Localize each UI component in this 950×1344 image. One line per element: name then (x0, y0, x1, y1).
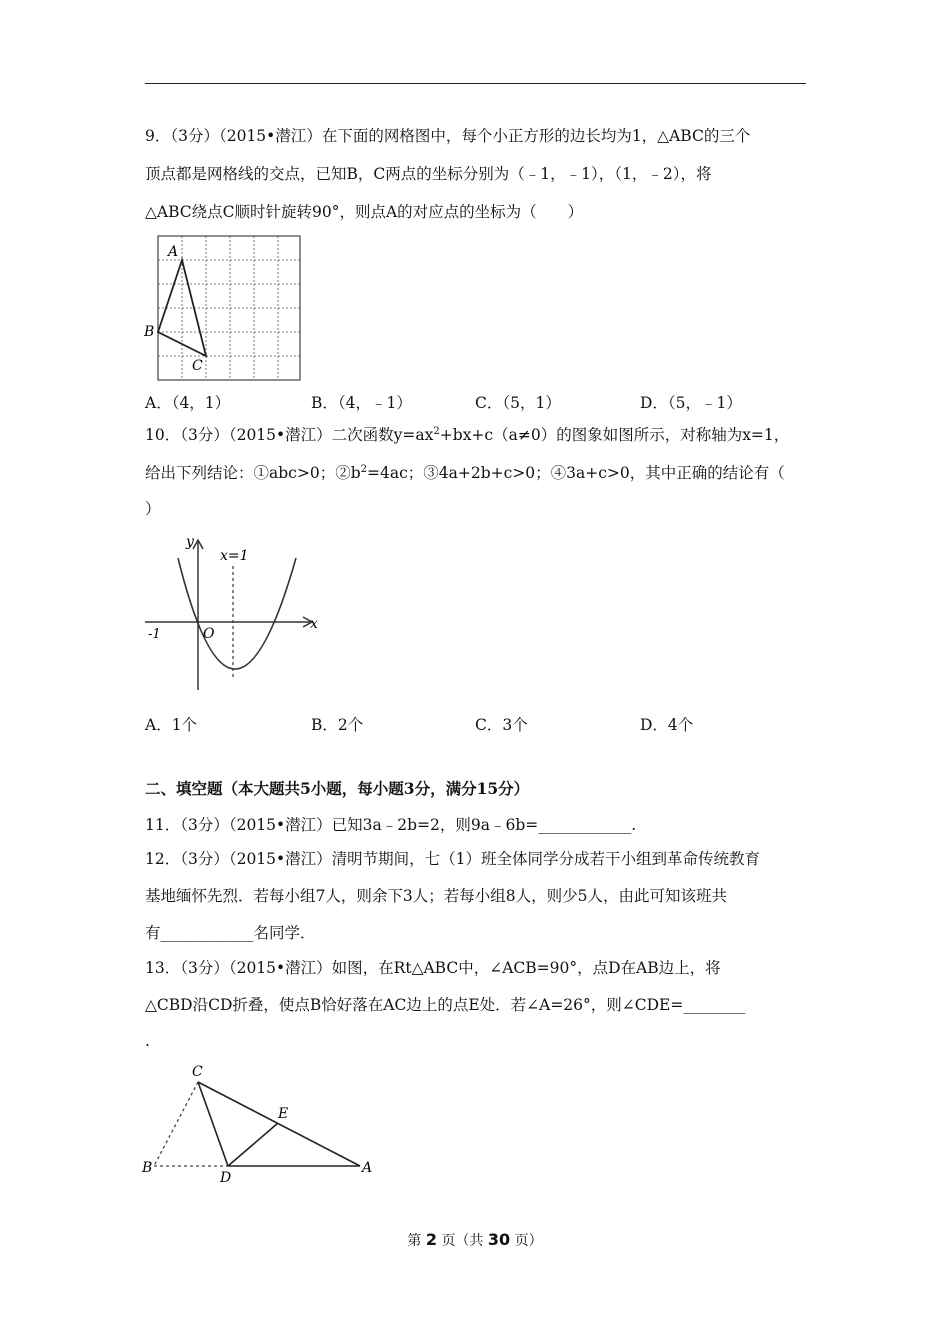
q12-text-line3: 有____________名同学． (145, 924, 316, 942)
q13-text-line3: . (145, 1032, 150, 1050)
q11-text: 11．（3分）（2015•潜江）已知3a﹣2b=2，则9a﹣6b=____________. (145, 816, 637, 834)
q13-label-b: B (142, 1160, 153, 1176)
q9-option-a: A．（4，1） (145, 394, 231, 412)
q9-grid-figure (140, 230, 310, 385)
page-footer: 第 2 页（共 30 页） (407, 1230, 543, 1249)
q9-label-a: A (168, 244, 179, 260)
q10-origin-label: O (203, 626, 215, 642)
q10-option-c: C．3个 (475, 716, 528, 734)
q13-segment-cb (154, 1082, 198, 1166)
q9-label-b: B (144, 324, 155, 340)
q10-option-b: B．2个 (311, 716, 364, 734)
q9-text-line2: 顶点都是网格线的交点，已知B，C两点的坐标分别为（﹣1，﹣1），（1，﹣2），将 (145, 165, 712, 183)
q9-option-b: B．（4，﹣1） (311, 394, 412, 412)
q9-text-line1: 9．（3分）（2015•潜江）在下面的网格图中，每个小正方形的边长均为1，△ABC的三个 (145, 127, 751, 145)
q10-x-label: x (310, 616, 318, 632)
q10-parabola-figure (140, 530, 330, 695)
q10-text-line1: 10．（3分）（2015•潜江）二次函数$y=ax^2+bx+c(a\ne 0)$的图象如图所示，对称轴为x=1， (145, 426, 790, 444)
q13-text-line2: △CBD沿CD折叠，使点B恰好落在AC边上的点E处．若∠A=26°，则∠CDE=________ (145, 996, 746, 1014)
q12-text-line1: 12．（3分）（2015•潜江）清明节期间，七（1）班全体同学分成若干小组到革命传统教育 (145, 850, 761, 868)
q13-text-line1: 13．（3分）（2015•潜江）如图，在Rt△ABC中，∠ACB=90°，点D在AB边上，将 (145, 959, 721, 977)
footer-page-number: 2 (425, 1230, 437, 1249)
q10-neg1-label: -1 (148, 627, 161, 642)
q10-y-label: y (186, 534, 194, 550)
q13-label-a: A (362, 1160, 373, 1176)
q10-option-d: D．4个 (640, 716, 694, 734)
q9-option-c: C．（5，1） (475, 394, 561, 412)
q10-text-line2: 给出下列结论：①abc>0；$②b^2=4ac$；③4a+2b+c>0；④3a+c>0，其中正确的结论有（ (145, 464, 785, 482)
q10-symmetry-label: x=1 (220, 548, 249, 564)
q10-option-a: A．1个 (145, 716, 198, 734)
q10-text-line3: ） (145, 500, 161, 518)
q9-text-line3: △ABC绕点C顺时针旋转90°，则点A的对应点的坐标为（ ） (145, 203, 584, 221)
q13-segment-de (228, 1123, 278, 1166)
q13-label-e: E (278, 1106, 289, 1122)
q9-option-d: D．（5，﹣1） (640, 394, 742, 412)
footer-total-pages: 30 (487, 1230, 511, 1249)
q9-grid (158, 236, 300, 380)
q9-label-c: C (192, 358, 203, 374)
q10-parabola (178, 558, 296, 669)
q12-text-line2: 基地缅怀先烈．若每小组7人，则余下3人；若每小组8人，则少5人，由此可知该班共 (145, 887, 727, 905)
q13-triangle-figure (140, 1060, 380, 1190)
q13-label-d: D (220, 1170, 232, 1186)
q13-label-c: C (192, 1064, 203, 1080)
q13-segment-ca (198, 1082, 360, 1166)
section-2-heading: 二、填空题（本大题共5小题，每小题3分，满分15分） (145, 779, 530, 798)
header-rule (145, 83, 806, 84)
